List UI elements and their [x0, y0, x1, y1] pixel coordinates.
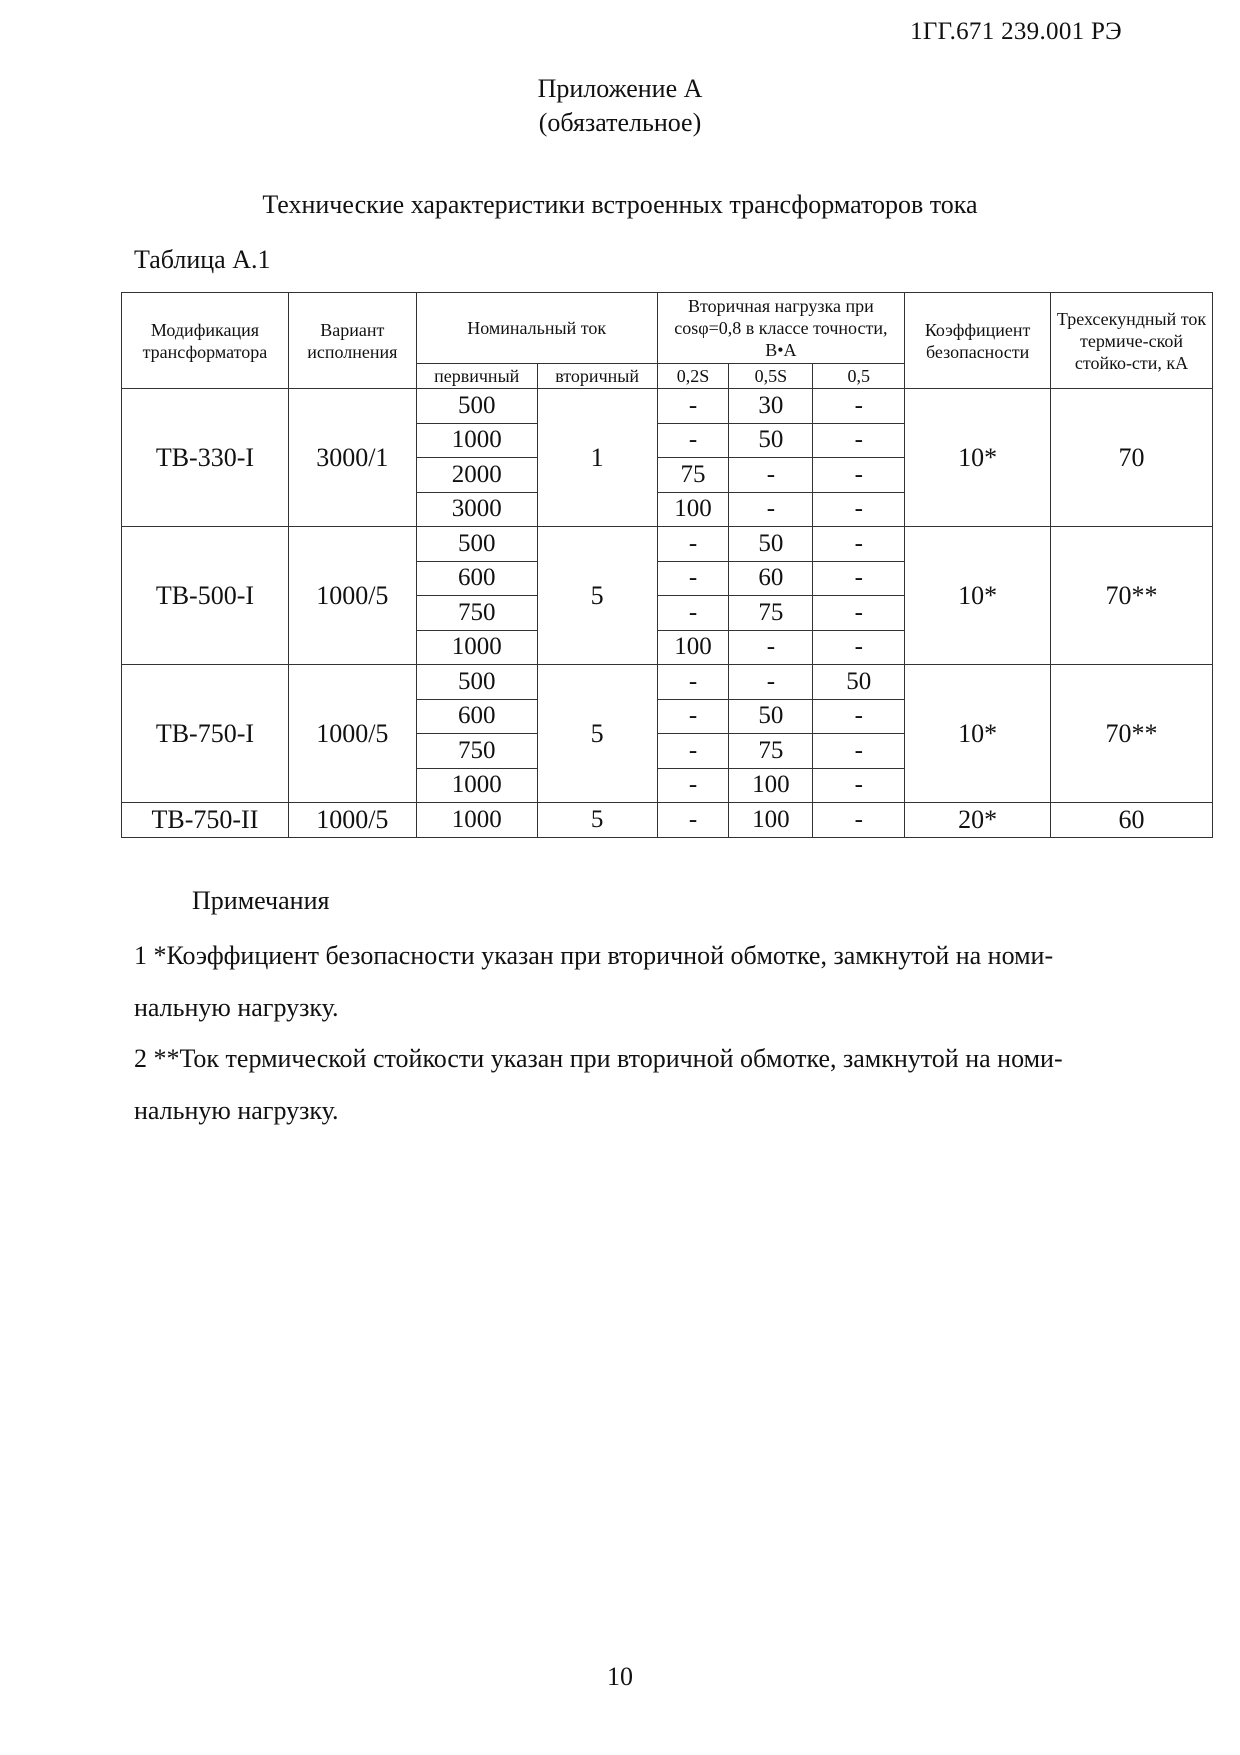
cell-class-05: -: [813, 768, 905, 803]
cell-class-05: -: [813, 630, 905, 665]
header-nominal-current: Номинальный ток: [416, 293, 657, 364]
header-secondary: вторичный: [537, 364, 657, 389]
cell-class-05: -: [813, 699, 905, 734]
cell-primary: 3000: [416, 492, 537, 527]
cell-variant: 1000/5: [288, 665, 416, 803]
appendix-title: Приложение А: [537, 74, 703, 103]
cell-class-05s: 50: [729, 423, 813, 458]
header-row-1: [122, 293, 1213, 364]
cell-class-02s: -: [657, 768, 729, 803]
appendix-subtitle: (обязательное): [538, 108, 702, 137]
header-class-05s: 0,5S: [729, 364, 813, 389]
cell-primary: 1000: [416, 768, 537, 803]
cell-class-02s: -: [657, 596, 729, 631]
cell-class-02s: 100: [657, 630, 729, 665]
cell-class-05: -: [813, 734, 905, 769]
cell-class-05s: 50: [729, 699, 813, 734]
note-2: 2 **Ток термической стойкости указан при вторичной обмотке, замкнутой на номи-нальную нагрузку.: [134, 1044, 1063, 1125]
cell-class-05s: 50: [729, 527, 813, 562]
note-1: 1 *Коэффициент безопасности указан при вторичной обмотке, замкнутой на номи-нальную нагрузку.: [134, 941, 1054, 1022]
cell-primary: 1000: [416, 803, 537, 838]
cell-class-02s: -: [657, 423, 729, 458]
header-primary: первичный: [416, 364, 537, 389]
cell-thermal-current: 70**: [1051, 527, 1213, 665]
cell-secondary: 5: [537, 665, 657, 803]
cell-thermal-current: 70**: [1051, 665, 1213, 803]
cell-secondary: 5: [537, 803, 657, 838]
cell-class-05s: -: [729, 665, 813, 700]
cell-primary: 750: [416, 734, 537, 769]
notes-heading: Примечания: [192, 886, 330, 915]
header-safety-factor: Коэффициент безопасности: [905, 293, 1051, 389]
header-class-05: 0,5: [813, 364, 905, 389]
cell-primary: 500: [416, 665, 537, 700]
cell-variant: 1000/5: [288, 803, 416, 838]
cell-class-02s: -: [657, 734, 729, 769]
cell-class-02s: -: [657, 389, 729, 424]
cell-class-05s: -: [729, 492, 813, 527]
cell-safety-factor: 20*: [905, 803, 1051, 838]
cell-modification: ТВ-750-I: [122, 665, 289, 803]
cell-class-05: -: [813, 803, 905, 838]
cell-class-05s: 100: [729, 803, 813, 838]
cell-modification: ТВ-330-I: [122, 389, 289, 527]
cell-primary: 600: [416, 699, 537, 734]
header-modification: Модификация трансформатора: [122, 293, 289, 389]
cell-class-05s: 100: [729, 768, 813, 803]
table-title: Технические характеристики встроенных трансформаторов тока: [262, 190, 978, 219]
cell-safety-factor: 10*: [905, 527, 1051, 665]
cell-class-05: -: [813, 527, 905, 562]
cell-variant: 3000/1: [288, 389, 416, 527]
cell-class-05s: -: [729, 458, 813, 493]
cell-modification: ТВ-500-I: [122, 527, 289, 665]
cell-safety-factor: 10*: [905, 665, 1051, 803]
cell-primary: 600: [416, 561, 537, 596]
cell-secondary: 1: [537, 389, 657, 527]
cell-class-05: -: [813, 423, 905, 458]
cell-safety-factor: 10*: [905, 389, 1051, 527]
cell-class-05: -: [813, 596, 905, 631]
cell-class-05s: -: [729, 630, 813, 665]
cell-primary: 2000: [416, 458, 537, 493]
cell-primary: 500: [416, 389, 537, 424]
cell-class-02s: 100: [657, 492, 729, 527]
cell-variant: 1000/5: [288, 527, 416, 665]
cell-secondary: 5: [537, 527, 657, 665]
cell-class-05s: 30: [729, 389, 813, 424]
table-row: [122, 527, 1213, 562]
header-secondary-load: Вторичная нагрузка при cosφ=0,8 в классе точности, В•А: [657, 293, 905, 364]
header-variant: Вариант исполнения: [288, 293, 416, 389]
cell-class-02s: -: [657, 561, 729, 596]
cell-class-05: -: [813, 458, 905, 493]
cell-thermal-current: 60: [1051, 803, 1213, 838]
cell-class-05: -: [813, 389, 905, 424]
cell-class-05s: 75: [729, 596, 813, 631]
header-thermal-current: Трехсекундный ток термиче-ской стойко-сти, кА: [1051, 293, 1213, 389]
cell-class-05s: 75: [729, 734, 813, 769]
table-row: [122, 803, 1213, 838]
document-code: 1ГГ.671 239.001 РЭ: [910, 18, 1122, 45]
page-number: 10: [607, 1662, 633, 1691]
cell-thermal-current: 70: [1051, 389, 1213, 527]
cell-class-05: -: [813, 561, 905, 596]
appendix-heading: [0, 72, 1240, 140]
cell-primary: 750: [416, 596, 537, 631]
cell-class-02s: -: [657, 699, 729, 734]
specs-table: [121, 292, 1213, 838]
table-label: Таблица А.1: [134, 245, 271, 274]
cell-primary: 500: [416, 527, 537, 562]
cell-class-02s: 75: [657, 458, 729, 493]
cell-modification: ТВ-750-II: [122, 803, 289, 838]
cell-class-02s: -: [657, 803, 729, 838]
cell-class-02s: -: [657, 665, 729, 700]
table-row: [122, 665, 1213, 700]
cell-class-05s: 60: [729, 561, 813, 596]
cell-class-05: 50: [813, 665, 905, 700]
cell-primary: 1000: [416, 630, 537, 665]
table-row: [122, 389, 1213, 424]
header-class-02s: 0,2S: [657, 364, 729, 389]
cell-primary: 1000: [416, 423, 537, 458]
cell-class-02s: -: [657, 527, 729, 562]
cell-class-05: -: [813, 492, 905, 527]
